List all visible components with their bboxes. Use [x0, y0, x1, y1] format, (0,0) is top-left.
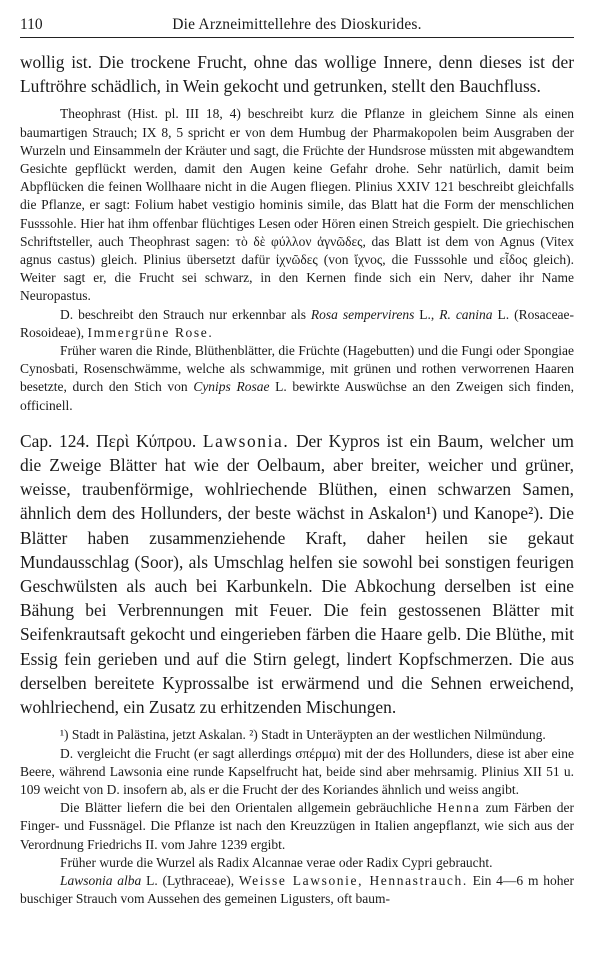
common-name: Weisse Lawsonie, Hennastrauch.	[238, 872, 468, 888]
chapter-greek-title: Περὶ Κύπρου.	[96, 430, 197, 451]
commentary-paragraph: D. vergleicht die Frucht (er sagt allerdings σπέρμα) mit der des Hollunders, diese ist aber eine Beere, während Lawsonia eine runde Kapselfrucht hat, beide sind aber mehrsamig. Plinius XII 51 u. 109 weicht von D. insofern ab, als er die Frucht der des Koriandes ähnlich und weiss angibt.	[20, 745, 574, 797]
commentary-section-1	[20, 105, 574, 414]
chapter-paragraph	[20, 429, 574, 719]
common-name: Henna	[437, 800, 481, 816]
species-name: Lawsonia alba	[60, 872, 142, 888]
footnotes: ¹) Stadt in Palästina, jetzt Askalan. ²) Stadt in Unteräypten an der westlichen Nilmündung.	[60, 727, 546, 743]
commentary-section-2	[20, 745, 574, 909]
intro-paragraph: wollig ist. Die trockene Frucht, ohne das wollige Innere, denn dieses ist der Luftröhre schädlich, in Wein gekocht und getrunken, stellt den Bauchfluss.	[20, 52, 574, 97]
commentary-paragraph: Früher waren die Rinde, Blüthenblätter, die Früchte (Hagebutten) und die Fungi oder Spongiae Cynosbati, Rosenschwämme, welche als schwammige, mit grünen und rothen verworrenen Haaren besetzte, durch den Stich von Cynips Rosae L. bewirkte Auswüchse an den Zweigen sich finden, officinell.	[20, 343, 575, 413]
commentary-paragraph: D. beschreibt den Strauch nur erkennbar als Rosa sempervirens L., R. canina L. (Rosaceae-Rosoideae), Immergrüne Rose.	[20, 306, 575, 340]
chapter-label: Cap. 124.	[20, 430, 90, 451]
commentary-paragraph: Lawsonia alba L. (Lythraceae), Weisse Lawsonie, Hennastrauch. Ein 4—6 m hoher buschiger Strauch vom Aussehen des gemeinen Ligusters, oft baum-	[20, 872, 574, 907]
species-name: Cynips Rosae	[193, 379, 270, 395]
commentary-paragraph: Früher wurde die Wurzel als Radix Alcannae verae oder Radix Cypri gebraucht.	[60, 854, 493, 870]
chapter-name: Lawsonia.	[202, 430, 290, 451]
running-title: Die Arzneimittellehre des Dioskurides.	[172, 16, 422, 33]
page-header	[20, 16, 574, 38]
chapter-text: Der Kypros ist ein Baum, welcher um die Zweige Blätter hat wie der Oelbaum, aber breiter, weicher und grüner, weisse, traubenförmige, wohlriechende Blüthen, einen schwarzen Samen, ähnlich dem des Hollunders, der beste wächst in Askalon¹) und Kanope²). Die Blätter haben zusammenziehende Kraft, daher heilen sie gekaut Mundausschlag (Soor), als Umschlag helfen sie sowohl bei sonstigen feurigen Geschwülsten als auch bei Karbunkeln. Die Abkochung derselben ist eine Bähung bei Verbrennungen mit Feuer. Die fein gestossenen Blätter mit Seifenkrautsaft gekocht und eingerieben färben die Haare gelb. Die Blüthe, mit Essig fein gerieben und auf die Stirn gelegt, lindert Kopfschmerzen. Die aus derselben bereitete Kyprossalbe ist erwärmend und die Sehnen erweichend, wohlriechend, ein Zusatz zu erhitzenden Mischungen.	[20, 430, 574, 718]
common-name: Immergrüne Rose.	[87, 324, 214, 340]
species-name: R. canina	[439, 306, 493, 322]
commentary-paragraph: Die Blätter liefern die bei den Orientalen allgemein gebräuchliche Henna zum Färben der Finger- und Fussnägel. Die Pflanze ist nach den Kreuzzügen in Italien angepflanzt, wie sich aus der Verordnung Friedrichs II. vom Jahre 1239 ergibt.	[20, 800, 575, 852]
species-name: Rosa sempervirens	[310, 306, 415, 322]
commentary-paragraph: Theophrast (Hist. pl. III 18, 4) beschreibt kurz die Pflanze in gleichem Sinne als einen baumartigen Strauch; IX 8, 5 spricht er von dem Humbug der Pharmakopolen beim Ausgraben der Wurzeln und Einsammeln der Kräuter und sagt, die Früchte der Hundsrose müssten mit abgewandtem Gesichte gepflückt werden, damit den Augen keine Gefahr drohe. Sehr natürlich, damit beim Abpflücken die feinen Wollhaare nicht in die Augen fliegen. Plinius XXIV 121 beschreibt gleichfalls die Pflanze, er sagt: Folium habet vestigio hominis simile, das Blatt hat die Form der menschlichen Fusssohle. Hier hat ihm offenbar flüchtiges Lesen oder Hören einen Streich gespielt. Die griechischen Schriftsteller, auch Theophrast sagen: τὸ δὲ φύλλον ἀγνῶδες, das Blatt ist dem von Agnus (Vitex agnus castus) gleich. Plinius übersetzt dafür ἰχνῶδες (von ἴχνος, die Fusssohle und εἶδος gleich). Weiter sagt er, die Frucht sei schwarz, in den Kernen finde sich ein Nerv, daher ihr Name Neuropastus.	[20, 106, 574, 304]
page-number: 110	[20, 16, 43, 33]
